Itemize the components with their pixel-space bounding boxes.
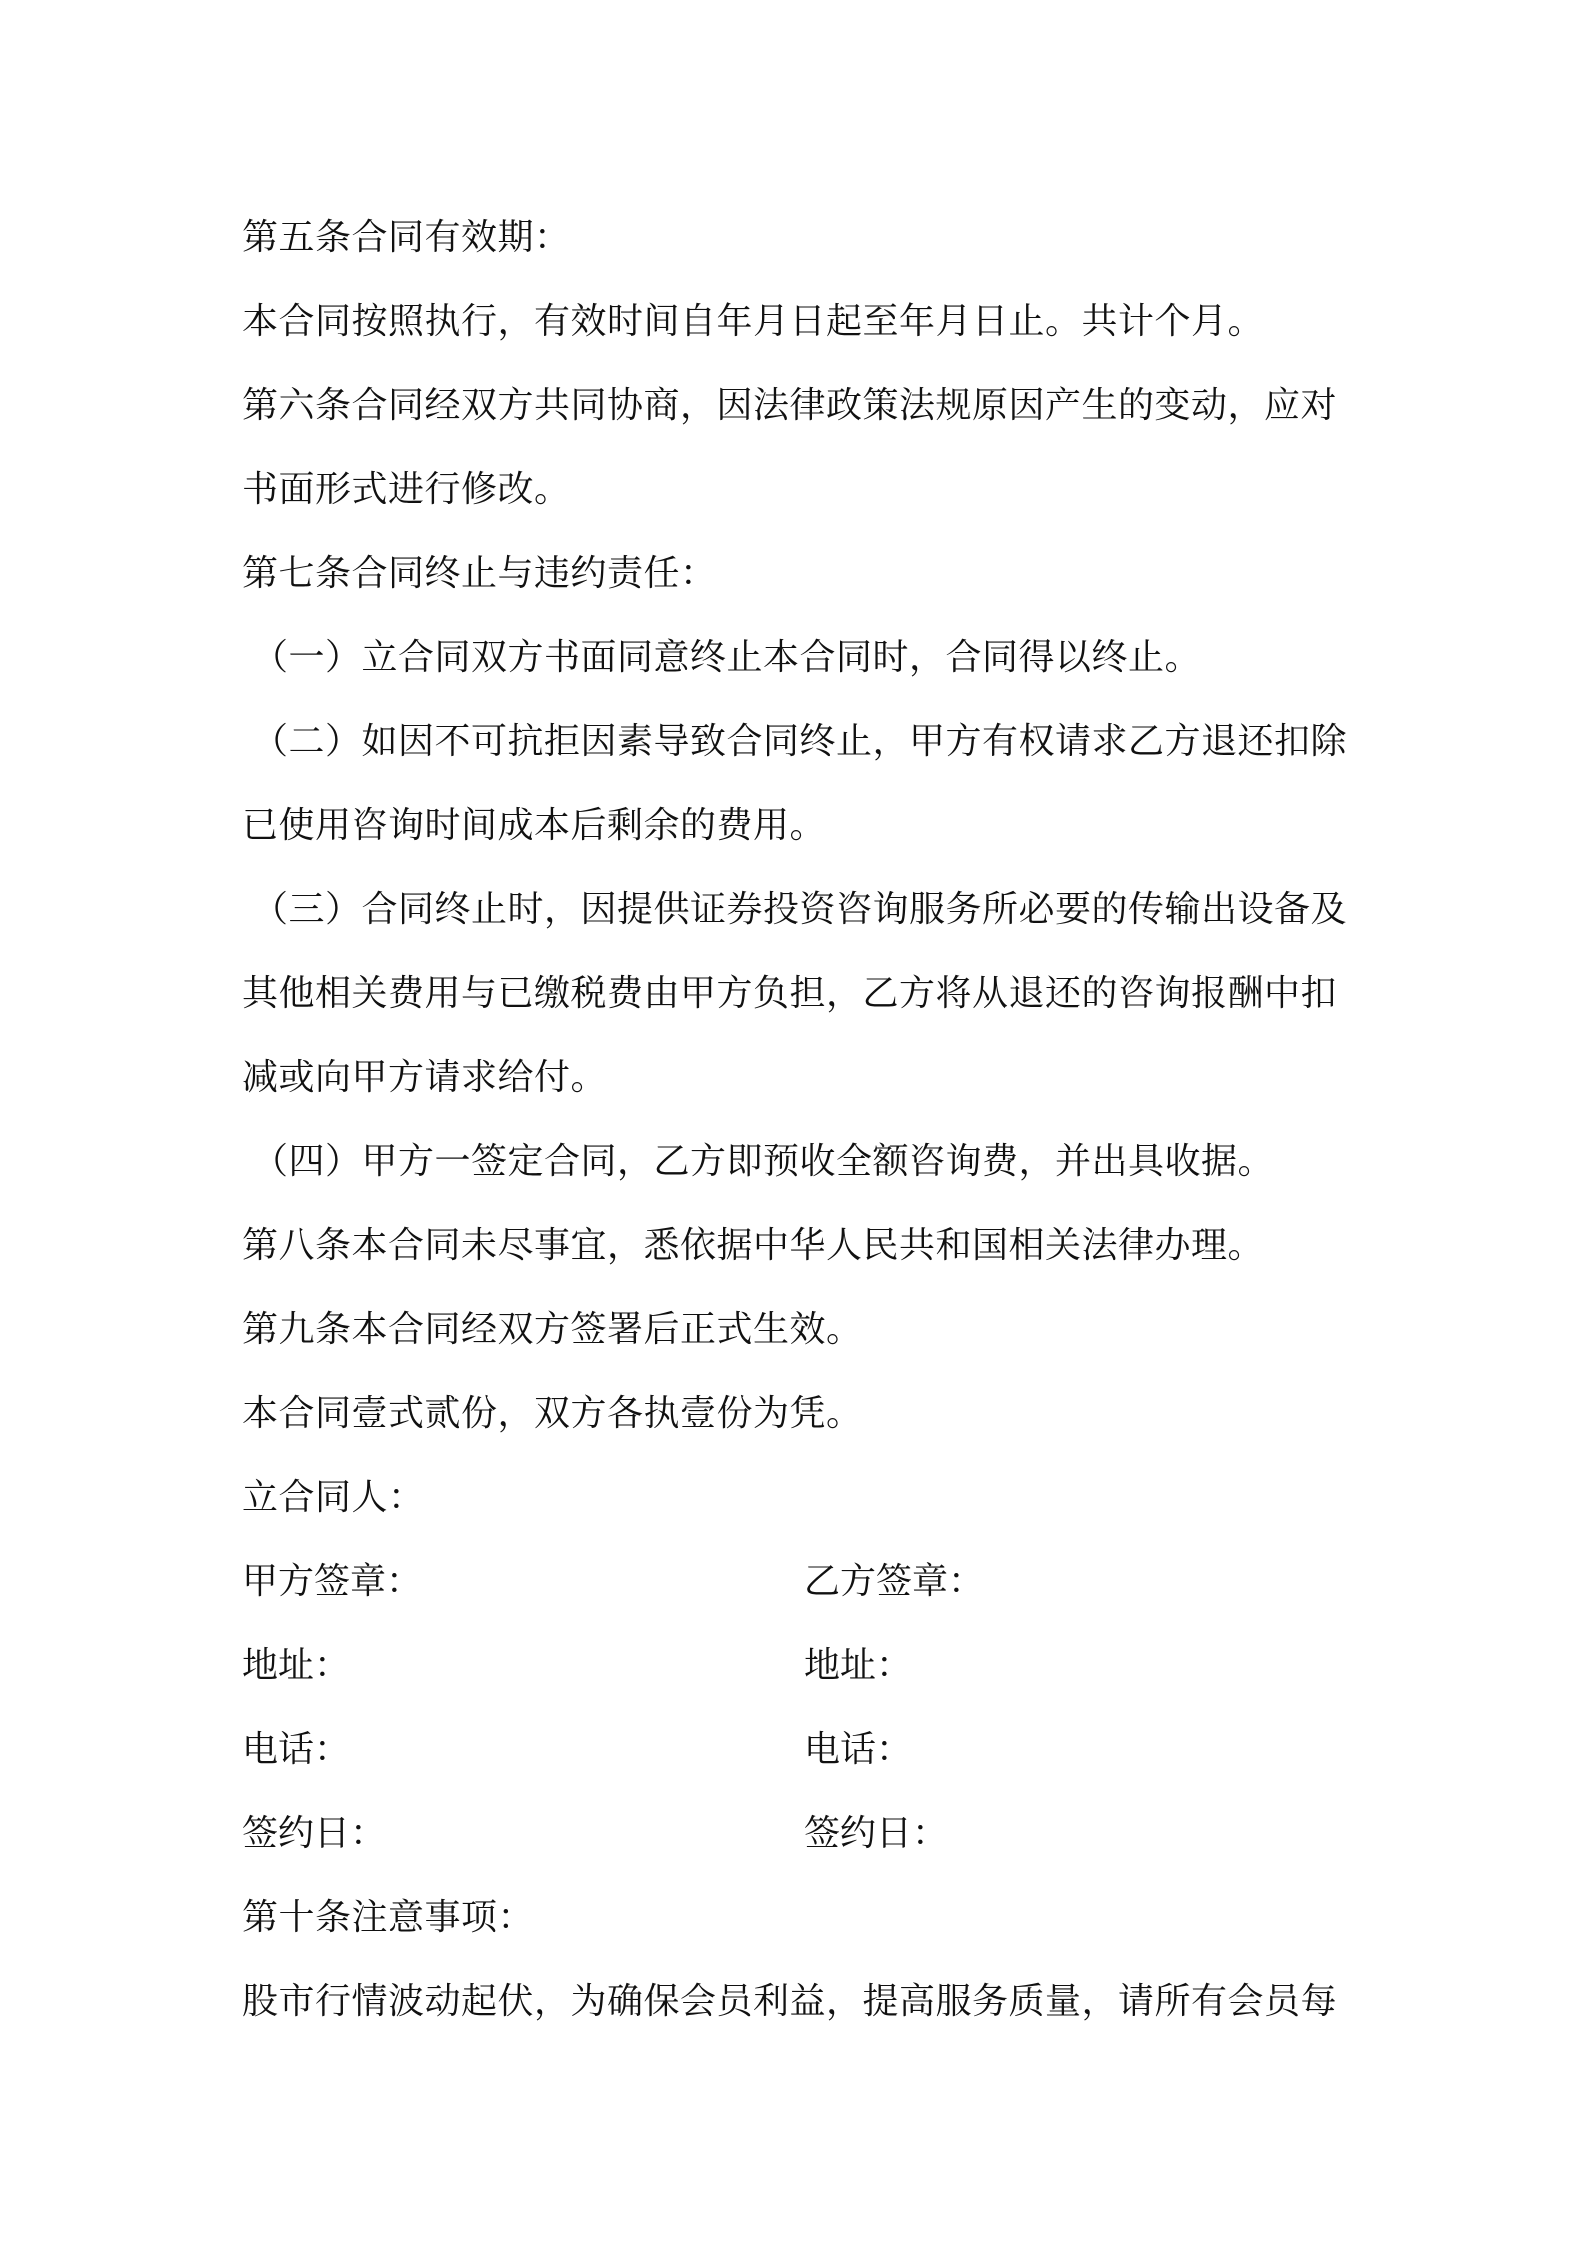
- article-7-clause-4: （四）甲方一签定合同，乙方即预收全额咨询费，并出具收据。: [252, 1141, 1275, 1182]
- signature-row-date: [242, 1792, 1362, 1876]
- article-7-clause-3-line-3: 减或向甲方请求给付。: [242, 1057, 608, 1098]
- party-b-address-label: 地址：: [804, 1645, 913, 1686]
- party-a-seal-label: 甲方签章：: [242, 1561, 423, 1602]
- article-10-text-line-1: 股市行情波动起伏，为确保会员利益，提高服务质量，请所有会员每: [242, 1981, 1338, 2022]
- article-7-clause-1: （一）立合同双方书面同意终止本合同时，合同得以终止。: [252, 637, 1202, 678]
- signature-row-phone: [242, 1708, 1362, 1792]
- article-6-text-line-1: 第六条合同经双方共同协商，因法律政策法规原因产生的变动，应对: [242, 385, 1338, 426]
- article-5-text: 本合同按照执行，有效时间自年月日起至年月日止。共计个月。: [242, 301, 1265, 342]
- article-10-heading: 第十条注意事项：: [242, 1897, 535, 1938]
- party-a-address-label: 地址：: [242, 1645, 351, 1686]
- signature-row-seal: [242, 1540, 1362, 1624]
- article-7-clause-3-line-1: （三）合同终止时，因提供证券投资咨询服务所必要的传输出设备及: [252, 889, 1348, 930]
- party-b-date-label: 签约日：: [804, 1813, 949, 1854]
- article-7-clause-2-line-2: 已使用咨询时间成本后剩余的费用。: [242, 805, 827, 846]
- copies-text: 本合同壹式贰份，双方各执壹份为凭。: [242, 1393, 863, 1434]
- article-7-clause-3-line-2: 其他相关费用与已缴税费由甲方负担，乙方将从退还的咨询报酬中扣: [242, 973, 1338, 1014]
- contracting-parties-heading: 立合同人：: [242, 1477, 425, 1518]
- signature-row-address: [242, 1624, 1362, 1708]
- party-a-date-label: 签约日：: [242, 1813, 387, 1854]
- party-b-phone-label: 电话：: [804, 1729, 913, 1770]
- party-b-seal-label: 乙方签章：: [804, 1561, 985, 1602]
- article-5-heading: 第五条合同有效期：: [242, 217, 571, 258]
- article-7-clause-2-line-1: （二）如因不可抗拒因素导致合同终止，甲方有权请求乙方退还扣除: [252, 721, 1348, 762]
- article-9-text: 第九条本合同经双方签署后正式生效。: [242, 1309, 863, 1350]
- party-a-phone-label: 电话：: [242, 1729, 351, 1770]
- article-8-text: 第八条本合同未尽事宜，悉依据中华人民共和国相关法律办理。: [242, 1225, 1265, 1266]
- article-7-heading: 第七条合同终止与违约责任：: [242, 553, 717, 594]
- document-body: [242, 196, 1362, 2044]
- article-6-text-line-2: 书面形式进行修改。: [242, 469, 571, 510]
